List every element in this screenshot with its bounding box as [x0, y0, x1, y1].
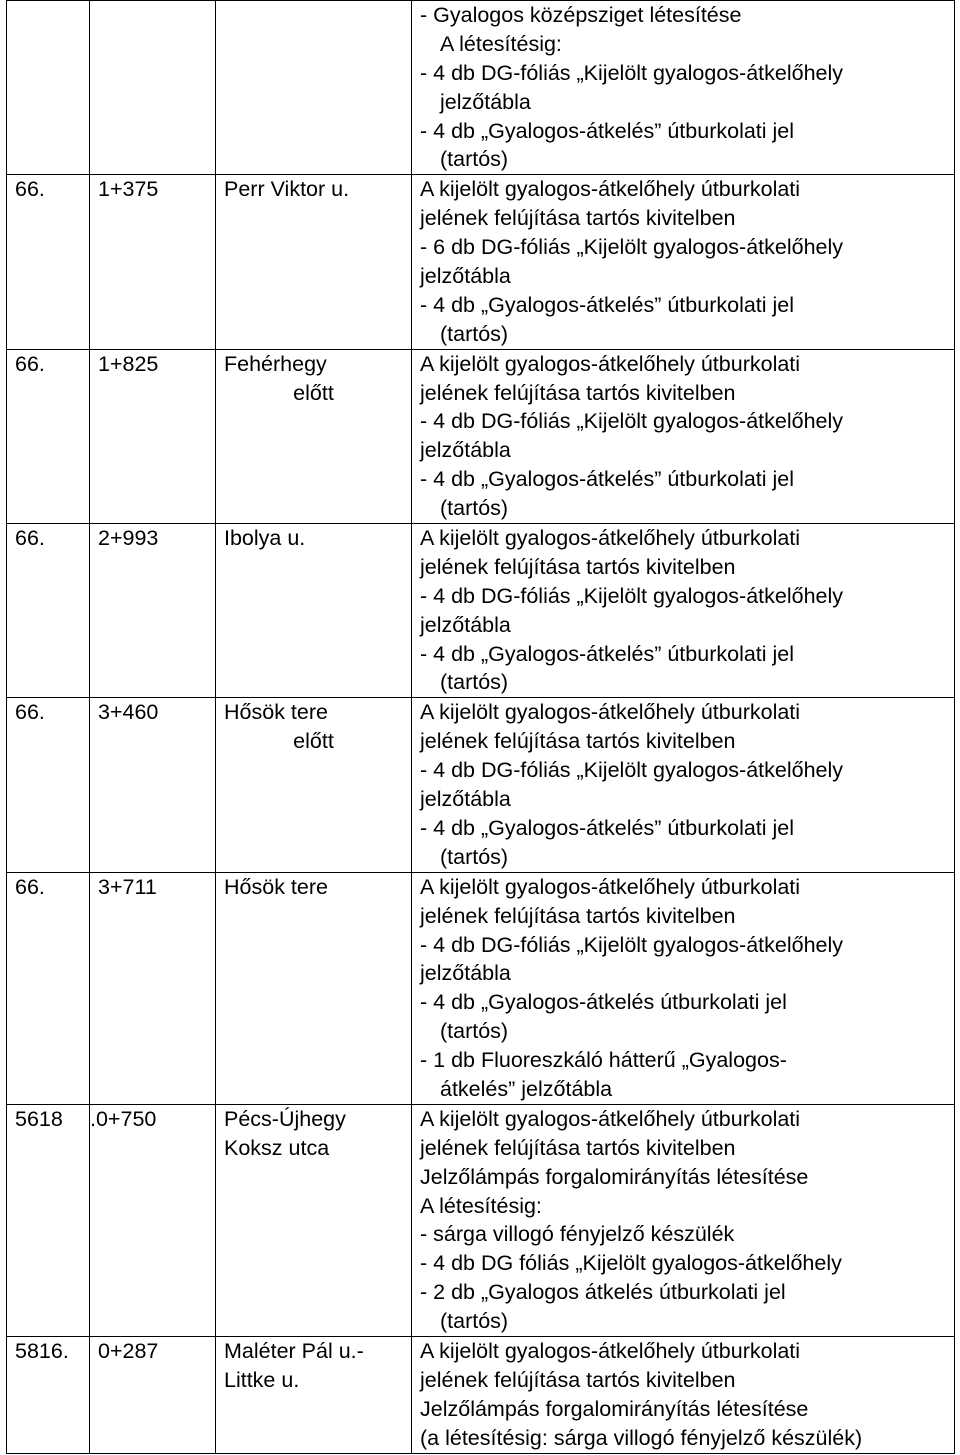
- location-line: Fehérhegy: [224, 351, 327, 376]
- section-km: 2+993: [98, 526, 159, 551]
- description-line: jelzőtábla: [420, 961, 511, 986]
- section-cell: [90, 872, 216, 1104]
- road-number: 66.: [15, 351, 45, 376]
- road-number: 5816.: [15, 1338, 69, 1363]
- table-body: [7, 1, 955, 1454]
- location-cell: [216, 698, 412, 872]
- description-line: (tartós): [440, 844, 509, 869]
- description-line: jelzőtábla: [420, 787, 511, 812]
- section-km: 3+711: [98, 874, 157, 899]
- section-cell: [90, 1104, 216, 1336]
- road-number-cell: [7, 524, 90, 698]
- description-line: jelének felújítása tartós kivitelben: [420, 729, 736, 754]
- section-km: .0+750: [90, 1106, 157, 1131]
- road-number: [7, 1, 89, 30]
- description-line: - 1 db Fluoreszkáló hátterű „Gyalogos-: [420, 1048, 787, 1073]
- description-line: átkelés” jelzőtábla: [440, 1076, 613, 1101]
- table-row: [7, 698, 955, 872]
- road-number: 66.: [15, 177, 45, 202]
- location-line: Maléter Pál u.-: [224, 1338, 364, 1363]
- description-line: - 4 db „Gyalogos-átkelés” útburkolati jel: [420, 467, 795, 492]
- description-line: - 4 db DG fóliás „Kijelölt gyalogos-átkelőhely: [420, 1251, 842, 1276]
- road-number: 66.: [15, 874, 45, 899]
- description-line: A kijelölt gyalogos-átkelőhely útburkolati: [420, 1106, 801, 1131]
- description-line: jelének felújítása tartós kivitelben: [420, 1135, 736, 1160]
- table-row: [7, 524, 955, 698]
- description-cell: [412, 1, 955, 175]
- section-km: [90, 1, 215, 30]
- section-km: 1+375: [98, 177, 159, 202]
- description-line: - 4 db „Gyalogos-átkelés” útburkolati jel: [420, 815, 795, 840]
- description-line: jelének felújítása tartós kivitelben: [420, 380, 736, 405]
- description-line: - 4 db „Gyalogos-átkelés” útburkolati jel: [420, 292, 795, 317]
- description-line: (tartós): [440, 1019, 509, 1044]
- description-line: A kijelölt gyalogos-átkelőhely útburkolati: [420, 700, 801, 725]
- description-line: jelzőtábla: [440, 89, 531, 114]
- location-line: Koksz utca: [224, 1135, 330, 1160]
- description-line: - 2 db „Gyalogos átkelés útburkolati jel: [420, 1280, 786, 1305]
- road-number-cell: [7, 698, 90, 872]
- table-row: [7, 1336, 955, 1453]
- location-line: Hősök tere: [224, 874, 328, 899]
- description-cell: [412, 872, 955, 1104]
- description-line: (a létesítésig: sárga villogó fényjelző készülék): [420, 1425, 863, 1450]
- description-cell: [412, 524, 955, 698]
- description-line: (tartós): [440, 321, 509, 346]
- description-line: - 4 db DG-fóliás „Kijelölt gyalogos-átkelőhely: [420, 60, 844, 85]
- section-km: 3+460: [98, 700, 159, 725]
- location-cell: [216, 175, 412, 349]
- description-line: Jelzőlámpás forgalomirányítás létesítése: [420, 1164, 809, 1189]
- location-line: előtt: [293, 380, 334, 405]
- location-line: Ibolya u.: [224, 526, 306, 551]
- description-line: (tartós): [440, 496, 509, 521]
- description-line: - Gyalogos középsziget létesítése: [420, 3, 742, 27]
- description-line: - sárga villogó fényjelző készülék: [420, 1222, 735, 1247]
- section-cell: [90, 698, 216, 872]
- road-number-cell: [7, 1, 90, 175]
- location-cell: [216, 524, 412, 698]
- section-cell: [90, 1336, 216, 1453]
- description-line: jelének felújítása tartós kivitelben: [420, 1367, 736, 1392]
- road-number: 66.: [15, 526, 45, 551]
- description-line: A létesítésig:: [420, 1193, 542, 1218]
- location-cell: [216, 1, 412, 175]
- road-number-cell: [7, 872, 90, 1104]
- table-row: [7, 1104, 955, 1336]
- description-line: A létesítésig:: [440, 31, 562, 56]
- location-line: Hősök tere: [224, 700, 328, 725]
- description-line: (tartós): [440, 670, 509, 695]
- description-line: jelének felújítása tartós kivitelben: [420, 554, 736, 579]
- description-line: jelzőtábla: [420, 612, 511, 637]
- location-cell: [216, 349, 412, 523]
- description-line: A kijelölt gyalogos-átkelőhely útburkolati: [420, 177, 801, 202]
- description-line: jelzőtábla: [420, 264, 511, 289]
- section-cell: [90, 175, 216, 349]
- location-line: Perr Viktor u.: [224, 177, 350, 202]
- section-cell: [90, 349, 216, 523]
- location-line: Littke u.: [224, 1367, 300, 1392]
- description-line: jelének felújítása tartós kivitelben: [420, 903, 736, 928]
- location-line: Pécs-Újhegy: [224, 1106, 346, 1131]
- description-line: A kijelölt gyalogos-átkelőhely útburkolati: [420, 1338, 801, 1363]
- description-cell: [412, 1336, 955, 1453]
- description-cell: [412, 1104, 955, 1336]
- road-number-cell: [7, 1104, 90, 1336]
- section-km: 1+825: [98, 351, 159, 376]
- description-line: - 4 db DG-fóliás „Kijelölt gyalogos-átkelőhely: [420, 583, 844, 608]
- description-line: - 4 db „Gyalogos-átkelés” útburkolati jel: [420, 118, 795, 143]
- description-line: (tartós): [440, 147, 509, 172]
- location-cell: [216, 1336, 412, 1453]
- description-cell: [412, 175, 955, 349]
- section-km: 0+287: [98, 1338, 159, 1363]
- description-line: - 4 db DG-fóliás „Kijelölt gyalogos-átkelőhely: [420, 758, 844, 783]
- description-cell: [412, 698, 955, 872]
- section-cell: [90, 524, 216, 698]
- road-number: 66.: [15, 700, 45, 725]
- description-line: jelzőtábla: [420, 438, 511, 463]
- description-line: A kijelölt gyalogos-átkelőhely útburkolati: [420, 526, 801, 551]
- description-line: - 4 db DG-fóliás „Kijelölt gyalogos-átkelőhely: [420, 932, 844, 957]
- description-line: - 6 db DG-fóliás „Kijelölt gyalogos-átkelőhely: [420, 235, 844, 260]
- table-row: [7, 1, 955, 175]
- description-line: jelének felújítása tartós kivitelben: [420, 206, 736, 231]
- road-number-cell: [7, 175, 90, 349]
- description-line: A kijelölt gyalogos-átkelőhely útburkolati: [420, 351, 801, 376]
- description-line: (tartós): [440, 1309, 509, 1334]
- road-number: 5618: [15, 1106, 63, 1131]
- description-line: A kijelölt gyalogos-átkelőhely útburkolati: [420, 874, 801, 899]
- location-line: előtt: [293, 729, 334, 754]
- table-row: [7, 872, 955, 1104]
- section-cell: [90, 1, 216, 175]
- location-cell: [216, 1104, 412, 1336]
- table-row: [7, 349, 955, 523]
- description-line: - 4 db „Gyalogos-átkelés” útburkolati jel: [420, 641, 795, 666]
- description-line: - 4 db DG-fóliás „Kijelölt gyalogos-átkelőhely: [420, 409, 844, 434]
- road-number-cell: [7, 1336, 90, 1453]
- table-row: [7, 175, 955, 349]
- location-cell: [216, 872, 412, 1104]
- description-cell: [412, 349, 955, 523]
- description-line: - 4 db „Gyalogos-átkelés útburkolati jel: [420, 990, 787, 1015]
- description-line: Jelzőlámpás forgalomirányítás létesítése: [420, 1396, 809, 1421]
- road-crossing-table: [6, 0, 955, 1454]
- road-number-cell: [7, 349, 90, 523]
